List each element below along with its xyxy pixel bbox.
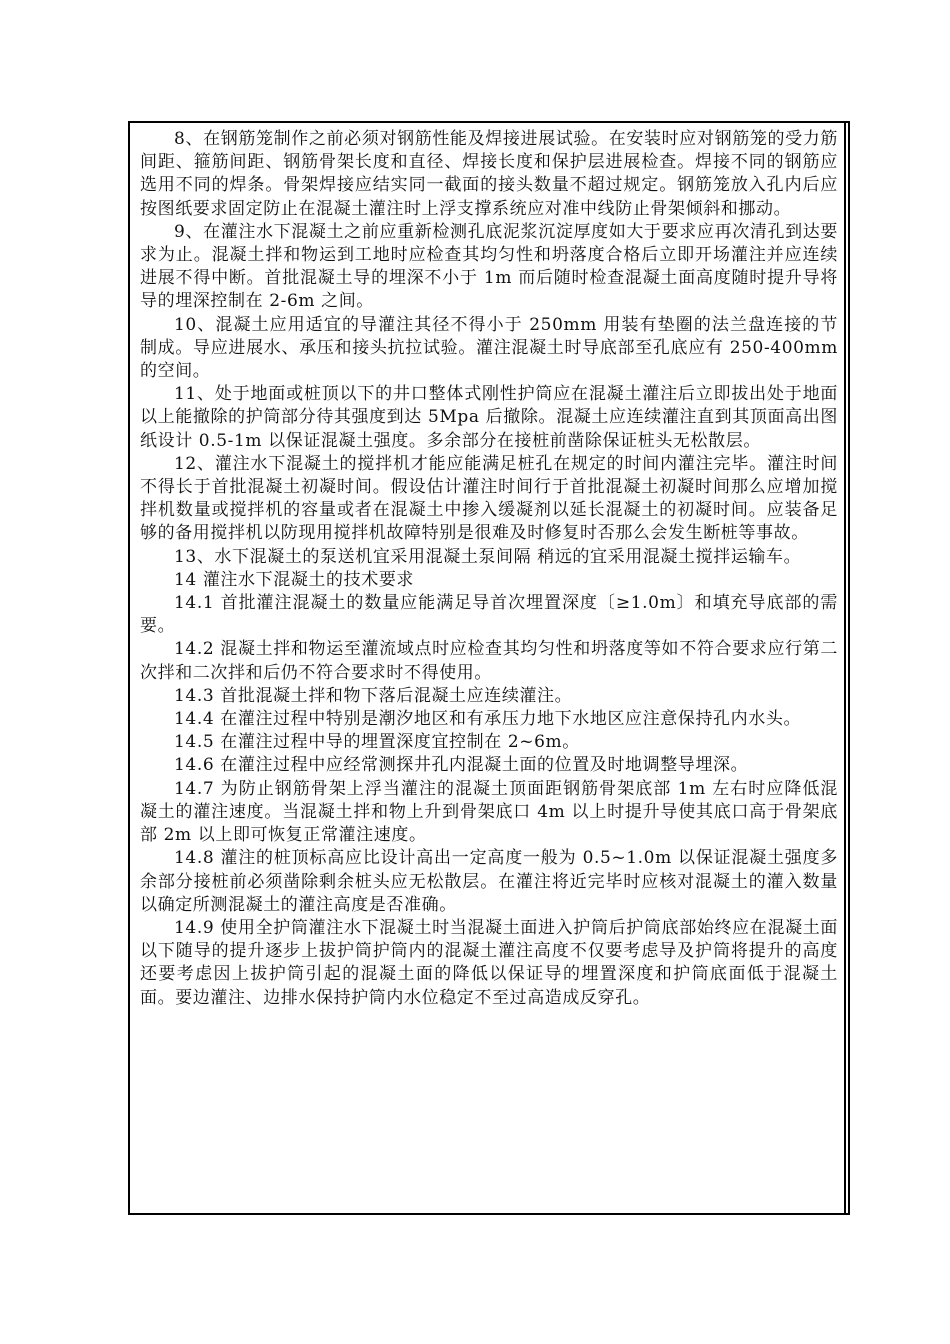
paragraph-14-6: 14.6 在灌注过程中应经常测探井孔内混凝土面的位置及时地调整导埋深。 — [174, 755, 749, 776]
paragraph-14-5: 14.5 在灌注过程中导的埋置深度宜控制在 2~6m。 — [174, 732, 580, 753]
paragraph-14-4: 14.4 在灌注过程中特别是潮汐地区和有承压力地下水地区应注意保持孔内水头。 — [174, 709, 802, 730]
document-frame — [128, 121, 850, 1215]
section-heading-14: 14 灌注水下混凝土的技术要求 — [174, 569, 415, 590]
paragraph-14-7: 14.7 为防止钢筋骨架上浮当灌注的混凝土顶面距钢筋骨架底部 1m 左右时应降低混凝土的灌注速度。当混凝土拌和物上升到骨架底口 4m 以上时提升导使其底口高于骨架底部 2m 以上即可恢复正常灌注速度。 — [140, 778, 838, 846]
paragraph-14-9: 14.9 使用全护筒灌注水下混凝土时当混凝土面进入护筒后护筒底部始终应在混凝土面以下随导的提升逐步上拔护筒护筒内的混凝土灌注高度不仅要考虑导及护筒将提升的高度还要考虑因上拔护筒引起的混凝土面的降低以保证导的埋置深度和护筒底面低于混凝土面。要边灌注、边排水保持护筒内水位稳定不至过高造成反穿孔。 — [140, 917, 838, 1008]
paragraph-14-8: 14.8 灌注的桩顶标高应比设计高出一定高度一般为 0.5~1.0m 以保证混凝土强度多余部分接桩前必须凿除剩余桩头应无松散层。在灌注将近完毕时应核对混凝土的灌入数量以确定所测混凝土的灌注高度是否准确。 — [140, 848, 838, 915]
document-body — [140, 128, 838, 1010]
paragraph-14-2: 14.2 混凝土拌和物运至灌流域点时应检查其均匀性和坍落度等如不符合要求应行第二次拌和二次拌和后仍不符合要求时不得使用。 — [140, 639, 838, 683]
paragraph-9: 9、在灌注水下混凝土之前应重新检测孔底泥浆沉淀厚度如大于要求应再次清孔到达要求为止。混凝土拌和物运到工地时应检查其均匀性和坍落度合格后立即开场灌注并应连续进展不得中断。首批混凝土导的埋深不小于 1m 而后随时检查混凝土面高度随时提升导将导的埋深控制在 2-6m 之间。 — [140, 221, 838, 312]
paragraph-14-3: 14.3 首批混凝土拌和物下落后混凝土应连续灌注。 — [174, 685, 573, 706]
paragraph-13: 13、水下混凝土的泵送机宜采用混凝土泵间隔 稍远的宜采用混凝土搅拌运输车。 — [174, 546, 802, 567]
paragraph-10: 10、混凝土应用适宜的导灌注其径不得小于 250mm 用装有垫圈的法兰盘连接的节制成。导应进展水、承压和接头抗拉试验。灌注混凝土时导底部至孔底应有 250-400mm 的空间。 — [140, 314, 838, 382]
paragraph-14-1: 14.1 首批灌注混凝土的数量应能满足导首次埋置深度〔≥1.0m〕和填充导底部的需要。 — [140, 593, 838, 637]
paragraph-12: 12、灌注水下混凝土的搅拌机才能应能满足桩孔在规定的时间内灌注完毕。灌注时间不得长于首批混凝土初凝时间。假设估计灌注时间行于首批混凝土初凝时间那么应增加搅拌机数量或搅拌机的容量或者在混凝土中掺入缓凝剂以延长混凝土的初凝时间。应装备足够的备用搅拌机以防现用搅拌机故障特别是很难及时修复时否那么会发生断桩等事故。 — [140, 453, 838, 544]
frame-right-rule — [844, 123, 846, 1213]
paragraph-11: 11、处于地面或桩顶以下的井口整体式刚性护筒应在混凝土灌注后立即拔出处于地面以上能撤除的护筒部分待其强度到达 5Mpa 后撤除。混凝土应连续灌注直到其顶面高出图纸设计 0.5-1m 以保证混凝土强度。多余部分在接桩前凿除保证桩头无松散层。 — [140, 384, 838, 451]
paragraph-8: 8、在钢筋笼制作之前必须对钢筋性能及焊接进展试验。在安装时应对钢筋笼的受力筋间距、箍筋间距、钢筋骨架长度和直径、焊接长度和保护层进展检查。焊接不同的钢筋应选用不同的焊条。骨架焊接应结实同一截面的接头数量不超过规定。钢筋笼放入孔内后应按图纸要求固定防止在混凝土灌注时上浮支撑系统应对准中线防止骨架倾斜和挪动。 — [140, 129, 838, 219]
